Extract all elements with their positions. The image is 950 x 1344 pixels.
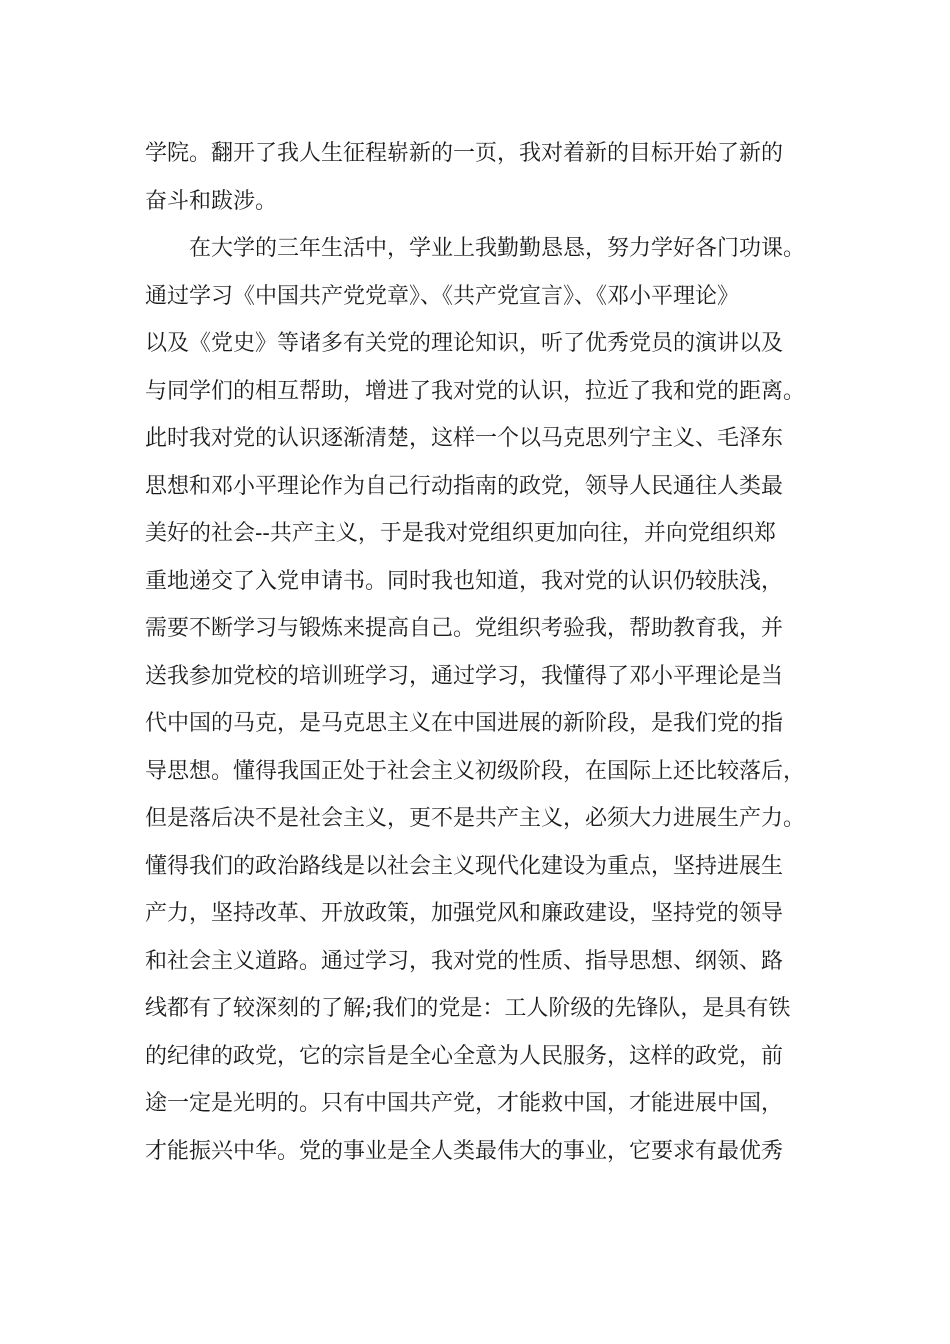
- text-line: 懂得我们的政治路线是以社会主义现代化建设为重点，坚持进展生: [145, 853, 784, 879]
- text-line: 美好的社会--共产主义，于是我对党组织更加向往，并向党组织郑: [145, 521, 776, 546]
- text-line: 产力，坚持改革、开放政策，加强党风和廉政建设，坚持党的领导: [145, 901, 784, 926]
- text-line: 的纪律的政党，它的宗旨是全心全意为人民服务，这样的政党，前: [145, 1043, 784, 1069]
- text-line: 途一定是光明的。只有中国共产党，才能救中国，才能进展中国，: [145, 1091, 784, 1116]
- text-line: 奋斗和跋涉。: [145, 188, 278, 214]
- text-line: 送我参加党校的培训班学习，通过学习，我懂得了邓小平理论是当: [145, 663, 784, 689]
- body-text: [145, 130, 825, 1175]
- text-line: 才能振兴中华。党的事业是全人类最伟大的事业，它要求有最优秀: [145, 1138, 784, 1164]
- text-line: 以及《党史》等诸多有关党的理论知识，听了优秀党员的演讲以及: [145, 331, 784, 356]
- text-line: 代中国的马克，是马克思主义在中国进展的新阶段，是我们党的指: [145, 711, 784, 736]
- text-line: 重地递交了入党申请书。同时我也知道，我对党的认识仍较肤浅，: [145, 568, 784, 594]
- text-line: 在大学的三年生活中，学业上我勤勤恳恳，努力学好各门功课。: [145, 236, 806, 261]
- text-line: 和社会主义道路。通过学习，我对党的性质、指导思想、纲领、路: [145, 948, 784, 974]
- text-line: 通过学习《中国共产党党章》、《共产党宣言》、《邓小平理论》: [145, 283, 740, 309]
- text-line: 导思想。懂得我国正处于社会主义初级阶段，在国际上还比较落后，: [145, 758, 806, 784]
- text-line: 学院。翻开了我人生征程崭新的一页，我对着新的目标开始了新的: [145, 141, 784, 166]
- text-line: 思想和邓小平理论作为自己行动指南的政党，领导人民通往人类最: [145, 473, 784, 499]
- text-line: 此时我对党的认识逐渐清楚，这样一个以马克思列宁主义、毛泽东: [145, 426, 784, 451]
- text-line: 但是落后决不是社会主义，更不是共产主义，必须大力进展生产力。: [145, 806, 806, 831]
- text-line: 需要不断学习与锻炼来提高自己。党组织考验我，帮助教育我，并: [145, 616, 784, 641]
- text-line: 与同学们的相互帮助，增进了我对党的认识，拉近了我和党的距离。: [145, 378, 806, 404]
- text-line: 线都有了较深刻的了解;我们的党是：工人阶级的先锋队，是具有铁: [145, 996, 791, 1021]
